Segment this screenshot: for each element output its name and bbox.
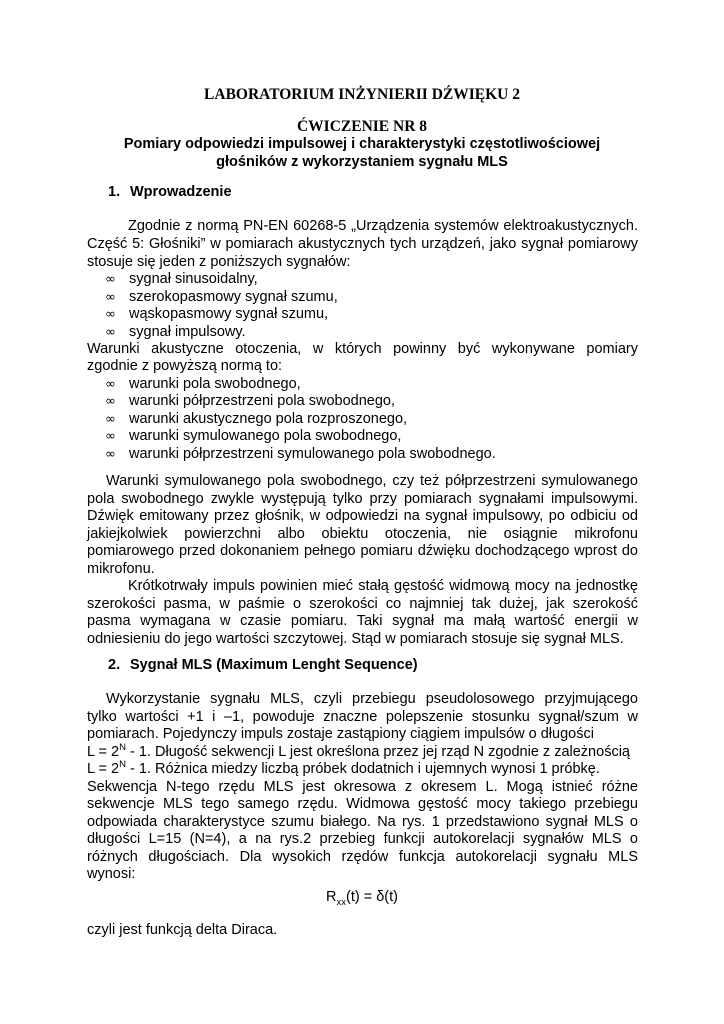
formula-line: $L = 2^N - 1$. Różnica miedzy liczbą próbek dodatnich i ujemnych wynosi 1 próbkę. [87, 759, 600, 777]
paragraph-line: odpowiada charakterystyce szumu białego. Na rys. 1 przedstawiono sygnał MLS o [87, 814, 638, 830]
bullet-icon: ∞ [105, 290, 116, 305]
list-item: ∞ sygnał sinusoidalny, [105, 271, 258, 287]
bullet-icon: ∞ [105, 412, 116, 427]
paragraph-line: różnych długościach. Dla wysokich rzędów funkcja autokorelacji sygnału MLS [87, 849, 638, 865]
paragraph-line: Wykorzystanie sygnału MLS, czyli przebiegu pseudolosowego przyjmującego [106, 691, 638, 707]
paragraph-line: Sekwencja N-tego rzędu MLS jest okresowa z okresem L. Mogą istnieć różne [87, 779, 638, 795]
list-item: ∞ sygnał impulsowy. [105, 324, 246, 340]
list-item: ∞ wąskopasmowy sygnał szumu, [105, 306, 329, 322]
bullet-icon: ∞ [105, 429, 116, 444]
bullet-icon: ∞ [105, 394, 116, 409]
section-heading-mls [108, 657, 418, 673]
paragraph-line: pomiarowego przed dokonaniem pełnego pomiaru dźwięku dochodzącego wprost do [87, 543, 638, 559]
bullet-icon: ∞ [105, 272, 116, 287]
section-heading-introduction [108, 184, 232, 200]
list-item: ∞ szerokopasmowy sygnał szumu, [105, 289, 338, 305]
list-item: ∞ warunki symulowanego pola swobodnego, [105, 428, 402, 444]
paragraph-line: stosuje się jeden z poniższych sygnałów: [87, 254, 351, 270]
paragraph-line: zgodnie z powyższą normą to: [87, 358, 283, 374]
list-item: ∞ warunki półprzestrzeni symulowanego pola swobodnego. [105, 446, 496, 462]
paragraph-line: pomiarach. Pojedynczy impuls zostaje zastąpiony ciągiem impulsów o długości [87, 726, 594, 742]
autocorrelation-equation: $R_{xx}(t) = \delta(t)$ [326, 889, 398, 908]
bullet-icon: ∞ [105, 377, 116, 392]
paragraph-line: pola swobodnego zwykle występują tylko przy pomiarach sygnałami impulsowymi. [87, 491, 638, 507]
paragraph-line: mikrofonu. [87, 561, 155, 577]
paragraph-line: pasma wymagana w czasie pomiaru. Taki sygnał ma małą wartość energii w [87, 613, 638, 629]
section-title: Wprowadzenie [130, 184, 232, 200]
list-item: ∞ warunki akustycznego pola rozproszonego, [105, 411, 408, 427]
bullet-icon: ∞ [105, 325, 116, 340]
section-title: Sygnał MLS (Maximum Lenght Sequence) [130, 657, 418, 673]
paragraph-line: odniesieniu do jego wartości szczytowej. Stąd w pomiarach stosuje się sygnał MLS. [87, 631, 624, 647]
paragraph-line: Warunki symulowanego pola swobodnego, czy też półprzestrzeni symulowanego [106, 473, 638, 489]
paragraph-line: wynosi: [87, 866, 136, 882]
paragraph-line: Warunki akustyczne otoczenia, w których powinny być wykonywane pomiary [87, 341, 638, 357]
list-item: ∞ warunki półprzestrzeni pola swobodnego, [105, 393, 395, 409]
exercise-title: ĆWICZENIE NR 8 [296, 118, 428, 135]
paragraph-line: Dźwięk emitowany przez głośnik, w odpowiedzi na sygnał impulsowy, po odbiciu od [87, 508, 638, 524]
paragraph-line: długości L=15 (N=4), a na rys.2 przebieg funkcji autokorelacji sygnałów MLS o [87, 831, 638, 847]
section-number: 1. [108, 184, 121, 200]
paragraph-line: Zgodnie z normą PN-EN 60268-5 „Urządzenia systemów elektroakustycznych. [128, 218, 638, 234]
bullet-icon: ∞ [105, 447, 116, 462]
paragraph-line: jakiejkolwiek powierzchni albo obiektu otoczenia, nie osiągnie mikrofonu [87, 526, 638, 542]
section-number: 2. [108, 657, 121, 673]
bullet-icon: ∞ [105, 307, 116, 322]
exercise-subtitle-line: Pomiary odpowiedzi impulsowej i charakterystyki częstotliwościowej [123, 136, 601, 152]
paragraph-line: sekwencje MLS tego samego rzędu. Widmowa gęstość mocy takiego przebiegu [87, 796, 638, 812]
paragraph-line: Część 5: Głośniki” w pomiarach akustycznych tych urządzeń, jako sygnał pomiarowy [87, 236, 638, 252]
lab-title: LABORATORIUM INŻYNIERII DŹWIĘKU 2 [204, 86, 520, 103]
exercise-subtitle-line: głośników z wykorzystaniem sygnału MLS [216, 154, 508, 170]
paragraph-line: czyli jest funkcją delta Diraca. [87, 922, 278, 938]
formula-line: $L = 2^N - 1$. Długość sekwencji L jest określona przez jej rząd N zgodnie z zależnością [87, 742, 630, 760]
list-item: ∞ warunki pola swobodnego, [105, 376, 301, 392]
paragraph-line: tylko wartości +1 i –1, powoduje znaczne polepszenie stosunku sygnał/szum w [87, 709, 638, 725]
paragraph-line: szerokości pasma, w paśmie o szerokości co najmniej tak dużej, jak szerokość [87, 596, 638, 612]
paragraph-line: Krótkotrwały impuls powinien mieć stałą gęstość widmową mocy na jednostkę [128, 578, 638, 594]
